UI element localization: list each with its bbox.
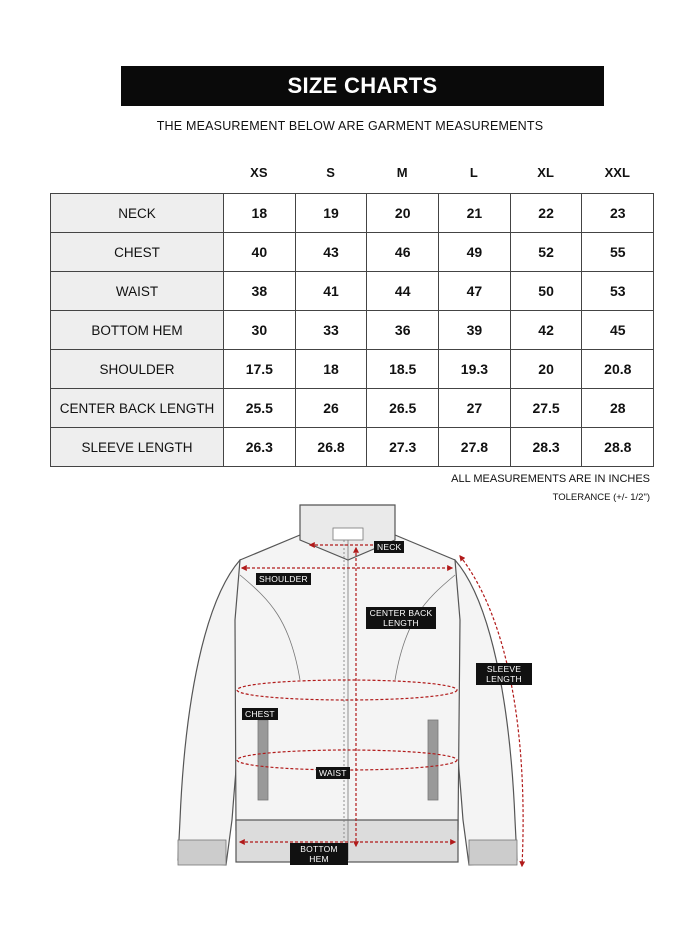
table-cell: 50 [510,272,582,311]
table-cell: 22 [510,194,582,233]
row-label: CHEST [51,233,224,272]
table-cell: 17.5 [224,350,296,389]
table-cell: 44 [367,272,439,311]
table-cell: 21 [439,194,511,233]
table-cell: 20 [510,350,582,389]
table-cell: 26 [295,389,367,428]
table-cell: 47 [439,272,511,311]
row-label: CENTER BACK LENGTH [51,389,224,428]
units-note: ALL MEASUREMENTS ARE IN INCHES [451,473,650,485]
table-cell: 18 [224,194,296,233]
row-label: WAIST [51,272,224,311]
table-cell: 33 [295,311,367,350]
table-cell: 28.3 [510,428,582,467]
page-subtitle: THE MEASUREMENT BELOW ARE GARMENT MEASUREMENTS [156,119,544,133]
table-cell: 18 [295,350,367,389]
tolerance-note: TOLERANCE (+/- 1/2") [552,492,650,503]
table-cell: 27.5 [510,389,582,428]
table-cell: 39 [439,311,511,350]
table-cell: 36 [367,311,439,350]
jacket-body [178,505,517,865]
table-cell: 27 [439,389,511,428]
label-chest: CHEST [242,708,278,720]
table-cell: 30 [224,311,296,350]
label-neck: NECK [374,541,404,553]
table-cell: 49 [439,233,511,272]
size-header: XXL [604,165,630,180]
page-title: SIZE CHARTS [287,73,438,98]
label-center-back-length: CENTER BACK LENGTH [366,607,436,629]
size-header: XS [250,165,268,180]
table-cell: 20 [367,194,439,233]
label-sleeve-length: SLEEVE LENGTH [476,663,532,685]
table-cell: 28 [582,389,654,428]
table-cell: 55 [582,233,654,272]
table-cell: 41 [295,272,367,311]
row-label: NECK [51,194,224,233]
table-cell: 26.5 [367,389,439,428]
table-cell: 53 [582,272,654,311]
row-label: SLEEVE LENGTH [51,428,224,467]
table-cell: 38 [224,272,296,311]
label-shoulder: SHOULDER [256,573,311,585]
size-header: XL [537,165,554,180]
table-cell: 26.8 [295,428,367,467]
table-cell: 20.8 [582,350,654,389]
table-cell: 28.8 [582,428,654,467]
size-header: S [326,165,335,180]
table-cell: 52 [510,233,582,272]
table-cell: 27.3 [367,428,439,467]
size-header: L [469,165,478,180]
table-cell: 27.8 [439,428,511,467]
table-cell: 45 [582,311,654,350]
table-cell: 23 [582,194,654,233]
row-label: BOTTOM HEM [51,311,224,350]
table-cell: 46 [367,233,439,272]
size-header: M [396,165,408,180]
table-cell: 19.3 [439,350,511,389]
table-cell: 42 [510,311,582,350]
table-cell: 40 [224,233,296,272]
table-cell: 19 [295,194,367,233]
table-cell: 26.3 [224,428,296,467]
label-waist: WAIST [316,767,350,779]
row-label: SHOULDER [51,350,224,389]
table-cell: 18.5 [367,350,439,389]
table-cell: 43 [295,233,367,272]
table-cell: 25.5 [224,389,296,428]
label-bottom-hem: BOTTOM HEM [290,843,348,865]
